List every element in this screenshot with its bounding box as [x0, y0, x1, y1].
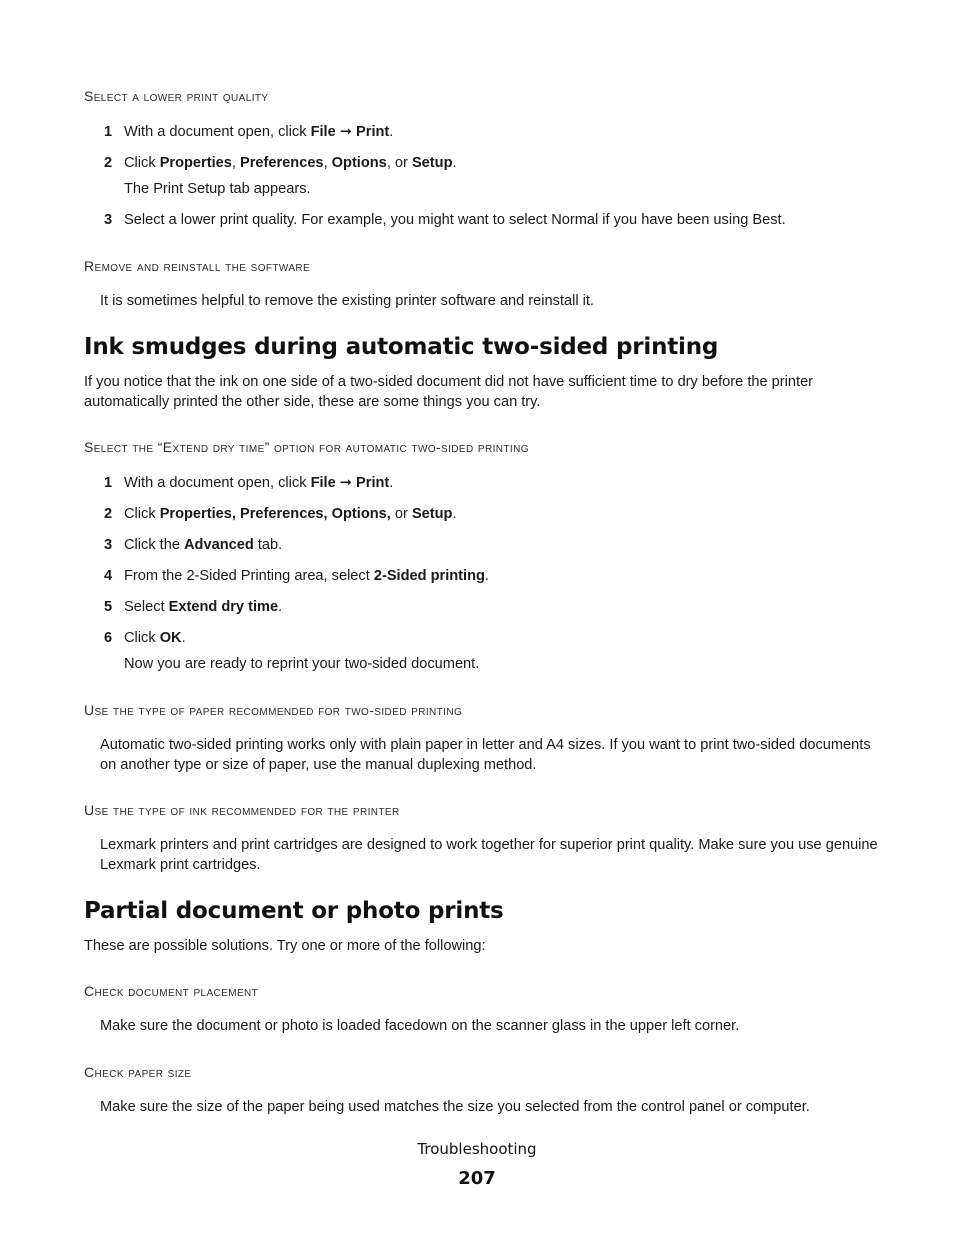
section-heading-extend-dry: Select the “Extend dry time” option for automatic two-sided printing [84, 439, 529, 455]
step-bold: Advanced [184, 537, 254, 553]
step-text: , [231, 155, 240, 171]
step-text: Click [124, 630, 160, 646]
list-item [104, 473, 393, 493]
arrow-icon: ➞ [335, 124, 357, 140]
heading-partial-prints: Partial document or photo prints [84, 898, 504, 924]
step-bold: Setup [411, 506, 453, 522]
step-bold: 2-Sided printing [373, 568, 485, 584]
section-body: Lexmark printers and print cartridges are designed to work together for superior print quality. Make sure you use genuine Lexmark print cartridges. [100, 837, 878, 873]
list-item [104, 535, 282, 555]
step-text: . [389, 475, 394, 491]
step-bold: File ➞ Print [310, 475, 390, 491]
step-number: 3 [104, 212, 113, 228]
step-text: . [452, 155, 457, 171]
step-bold: Options [331, 155, 387, 171]
footer-chapter-label: Troubleshooting [417, 1140, 537, 1158]
step-text: Select [124, 599, 169, 615]
step-text: . [389, 124, 394, 140]
step-text: . [278, 599, 283, 615]
step-text: . [181, 630, 186, 646]
section-heading-reinstall: Remove and reinstall the software [84, 258, 311, 274]
step-number: 1 [104, 124, 113, 140]
step-text: . [452, 506, 457, 522]
step-text: , or [386, 155, 412, 171]
step-text: From the 2-Sided Printing area, select [124, 568, 374, 584]
list-item [104, 628, 186, 648]
section-heading-paper-type: Use the type of paper recommended for two-sided printing [84, 702, 463, 718]
step-text: Click the [124, 537, 185, 553]
section-body: These are possible solutions. Try one or more of the following: [84, 938, 486, 954]
section-body: If you notice that the ink on one side of a two-sided document did not have sufficient time to dry before the printer automatically printed the other side, these are some things you can try. [84, 374, 814, 410]
step-bold: Properties [159, 155, 232, 171]
list-item [104, 210, 786, 230]
step-text: , [323, 155, 332, 171]
step-text: With a document open, click [124, 475, 311, 491]
section-body: It is sometimes helpful to remove the existing printer software and reinstall it. [100, 293, 594, 309]
step-bold: Setup [411, 155, 453, 171]
step-bold: Extend dry time [168, 599, 279, 615]
section-body: Automatic two-sided printing works only with plain paper in letter and A4 sizes. If you want to print two-sided documents on another type or size of paper, use the manual duplexing method. [100, 737, 871, 773]
step-text: Click [124, 506, 160, 522]
step-bold: Preferences [239, 155, 324, 171]
step-number: 4 [104, 568, 113, 584]
step-number: 5 [104, 599, 113, 615]
list-item [104, 153, 457, 173]
page-number: 207 [458, 1168, 496, 1189]
step-bold: File [310, 124, 336, 140]
step-text: or [390, 506, 412, 522]
step-bold: OK [159, 630, 182, 646]
step-bold: Print [356, 124, 390, 140]
section-heading-document-placement: Check document placement [84, 983, 259, 999]
section-heading-lower-quality: Select a lower print quality [84, 88, 269, 104]
step-number: 1 [104, 475, 113, 491]
section-body: Make sure the size of the paper being used matches the size you selected from the control panel or computer. [100, 1099, 810, 1115]
step-number: 2 [104, 506, 113, 522]
list-item [104, 504, 457, 524]
step-text: With a document open, click [124, 124, 311, 140]
step-text: Click [124, 155, 160, 171]
step-text: . [484, 568, 489, 584]
list-item [104, 122, 393, 142]
step-note: The Print Setup tab appears. [124, 181, 311, 197]
heading-ink-smudges: Ink smudges during automatic two-sided printing [84, 334, 719, 360]
section-heading-paper-size: Check paper size [84, 1064, 192, 1080]
step-text: tab. [253, 537, 283, 553]
step-bold: Properties, Preferences, Options, [159, 506, 391, 522]
section-heading-ink-type: Use the type of ink recommended for the printer [84, 802, 400, 818]
list-item [104, 597, 282, 617]
step-number: 2 [104, 155, 113, 171]
step-number: 6 [104, 630, 113, 646]
section-body: Make sure the document or photo is loaded facedown on the scanner glass in the upper left corner. [100, 1018, 740, 1034]
list-item [104, 566, 489, 586]
step-number: 3 [104, 537, 113, 553]
step-text: Select a lower print quality. For example, you might want to select Normal if you have been using Best. [124, 212, 786, 228]
step-note: Now you are ready to reprint your two-sided document. [124, 656, 480, 672]
